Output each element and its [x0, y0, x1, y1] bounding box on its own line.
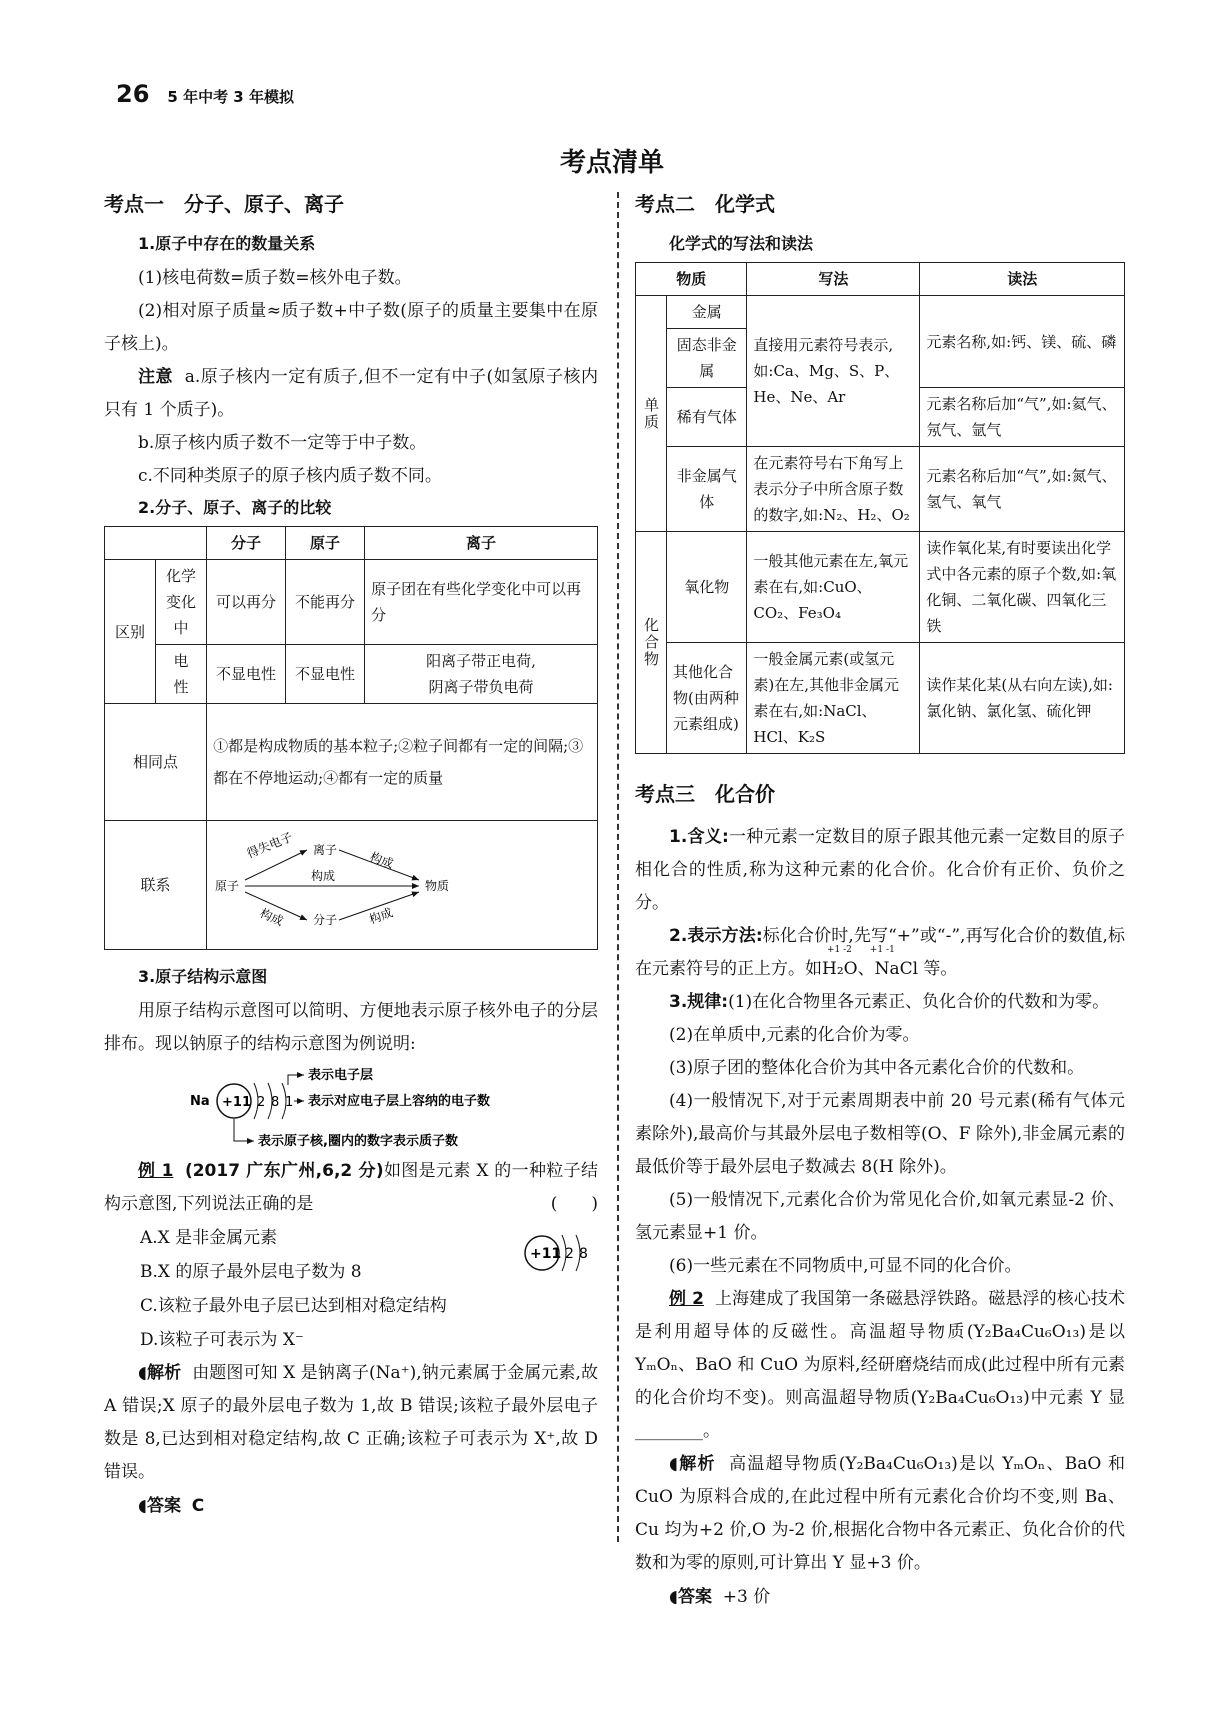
diagram-atom: 原子 [215, 879, 240, 893]
answer-value: C [191, 1496, 205, 1516]
table-cell: 可以再分 [207, 560, 286, 645]
right-column [635, 188, 1125, 1614]
shell-electrons: 8 [579, 1246, 588, 1262]
subheading-1: 1.原子中存在的数量关系 [138, 234, 316, 253]
book-title: 5 年中考 3 年模拟 [167, 88, 294, 106]
label-layer: 表示电子层 [308, 1068, 374, 1083]
table-cell: 在元素符号右下角写上表示分子中所含原子数的数字,如:N₂、H₂、O₂ [747, 447, 920, 532]
option-b: B.X 的原子最外层电子数为 8 [140, 1262, 362, 1282]
chem-label: 化学变化中 [156, 560, 207, 645]
example-source: (2017 广东广州,6,2 分) [184, 1161, 384, 1181]
elec-label: 电 性 [156, 645, 207, 704]
type-metal: 金属 [667, 296, 747, 329]
header-read: 读法 [920, 263, 1125, 296]
table-row [105, 527, 598, 560]
ion-charge-positive: 阳离子带正电荷, [426, 652, 536, 670]
table-row [636, 447, 1125, 532]
type-noble-gas: 稀有气体 [667, 388, 747, 447]
note-paragraph [104, 361, 598, 427]
table-cell: ①都是构成物质的基本粒子;②粒子间都有一定的间隔;③都在不停地运动;④都有一定的质量 [207, 704, 598, 821]
table-cell [365, 645, 598, 704]
table-cell: 元素名称后加“气”,如:氮气、氢气、氧气 [920, 447, 1125, 532]
answer [669, 1580, 1125, 1614]
category-element: 单质 [636, 296, 667, 532]
table-row [105, 560, 598, 645]
formula-table [635, 262, 1125, 754]
note-b: b.原子核内质子数不一定等于中子数。 [138, 433, 427, 453]
table-row [636, 532, 1125, 643]
valence-marks: +1 -2 +1 -1 [827, 945, 895, 955]
diagram-substance: 物质 [425, 879, 450, 893]
shell-electrons: 8 [271, 1095, 280, 1110]
inline-label: 2.表示方法: [669, 926, 763, 946]
note-c: c.不同种类原子的原子核内质子数不同。 [138, 466, 442, 486]
paragraph-text: 一种元素一定数目的原子跟其他元素一定数目的原子相化合的性质,称为这种元素的化合价。化合价有正价、负价之分。 [635, 827, 1126, 913]
answer [138, 1489, 598, 1523]
diagram-ion: 离子 [313, 843, 338, 857]
table-row [105, 645, 598, 704]
section-heading-1: 考点一 分子、原子、离子 [104, 192, 344, 216]
pointer-line [234, 1119, 254, 1141]
analysis [104, 1357, 598, 1489]
same-label: 相同点 [105, 704, 207, 821]
comparison-table [104, 526, 598, 950]
relation-diagram [207, 824, 551, 946]
diagram-gain: 得失电子 [244, 829, 295, 861]
diagram-form: 构成 [367, 905, 395, 927]
na-symbol: Na [190, 1094, 210, 1109]
section-heading-3: 考点三 化合价 [635, 782, 775, 806]
rule-4: (4)一般情况下,对于元素周期表中前 20 号元素(稀有气体元素除外),最高价与其最外层电子数相等(O、F 除外),非金属元素的最低价等于最外层电子数减去 8(H 除外)。 [635, 1091, 1125, 1177]
header-substance: 物质 [636, 263, 747, 296]
type-nonmetal-gas: 非金属气体 [667, 447, 747, 532]
sodium-atom-diagram [104, 1061, 598, 1153]
inline-label: 3.规律: [669, 992, 729, 1012]
page-number: 26 [116, 80, 150, 108]
paragraph: (1)核电荷数=质子数=核外电子数。 [138, 268, 412, 288]
subheading-2: 2.分子、原子、离子的比较 [138, 498, 332, 517]
column-divider [617, 192, 619, 1542]
table-row [105, 821, 598, 950]
table-cell: 元素名称,如:钙、镁、硫、磷 [920, 296, 1125, 388]
example-1-question [104, 1155, 598, 1221]
subheading-3: 3.原子结构示意图 [138, 967, 268, 986]
type-oxide: 氧化物 [667, 532, 747, 643]
rule-5: (5)一般情况下,元素化合价为常见化合价,如氧元素显-2 价、氢元素显+1 价。 [635, 1190, 1125, 1243]
answer-label: ◖答案 [138, 1496, 181, 1516]
table-cell: 元素名称后加“气”,如:氦气、氖气、氩气 [920, 388, 1125, 447]
section-heading-2: 考点二 化学式 [635, 192, 775, 216]
paragraph-text: 标化合价时,先写“+”或“-”,再写化合价的数值,标在元素符号的正上方。如H₂O、NaCl 等。 [635, 926, 1125, 979]
answer-label: ◖答案 [669, 1587, 712, 1607]
relation-label: 联系 [105, 821, 207, 950]
example-2-question [635, 1283, 1125, 1448]
option-a: A.X 是非金属元素 [140, 1228, 278, 1248]
rule-2: (2)在单质中,元素的化合价为零。 [669, 1025, 920, 1045]
table-cell: 一般其他元素在左,氧元素在右,如:CuO、CO₂、Fe₃O₄ [747, 532, 920, 643]
header-write: 写法 [747, 263, 920, 296]
table-cell: 不能再分 [286, 560, 365, 645]
type-other-compound: 其他化合物(由两种元素组成) [667, 643, 747, 754]
question-text: 上海建成了我国第一条磁悬浮铁路。磁悬浮的核心技术是利用超导体的反磁性。高温超导物质(Y₂Ba₄Cu₆O₁₃)是以 YₘOₙ、BaO 和 CuO 为原料,经研磨烧结而成(此过程中所有元素的化合价均不变)。则高温超导物质(Y₂Ba₄Cu₆O₁₃)中元素 Y 显________。 [635, 1289, 1126, 1441]
table-row [636, 296, 1125, 329]
nucleus-charge: +11 [222, 1095, 251, 1110]
table-cell: 不显电性 [286, 645, 365, 704]
table-cell: 直接用元素符号表示,如:Ca、Mg、S、P、He、Ne、Ar [747, 296, 920, 447]
analysis-text: 高温超导物质(Y₂Ba₄Cu₆O₁₃)是以 YₘOₙ、BaO 和 CuO 为原料合成的,在此过程中所有元素化合价均不变,则 Ba、Cu 均为+2 价,O 为-2 价,根据化合物中各元素正、负化合价的代数和为零的原则,可计算出 Y 显+3 价。 [635, 1454, 1125, 1573]
pointer-line [288, 1075, 304, 1085]
subheading: 化学式的写法和读法 [669, 234, 814, 253]
rule-6: (6)一些元素在不同物质中,可显不同的化合价。 [669, 1256, 1022, 1276]
table-cell: 不显电性 [207, 645, 286, 704]
relation-diagram-cell [207, 821, 598, 950]
diagram-molecule: 分子 [313, 913, 338, 927]
header-molecule: 分子 [207, 527, 286, 560]
diagram-form: 构成 [368, 849, 396, 872]
option-d: D.该粒子可表示为 X⁻ [140, 1330, 304, 1350]
label-count: 表示对应电子层上容纳的电子数 [308, 1094, 491, 1109]
table-row [636, 643, 1125, 754]
note-label: 注意 [138, 367, 173, 387]
paragraph: (2)相对原子质量≈质子数+中子数(原子的质量主要集中在原子核上)。 [104, 301, 598, 354]
diagram-form: 构成 [311, 869, 336, 883]
analysis-label: ◖解析 [669, 1454, 716, 1474]
category-compound: 化合物 [636, 532, 667, 754]
rule-3: (3)原子团的整体化合价为其中各元素化合价的代数和。 [669, 1058, 1085, 1078]
page-title: 考点清单 [559, 148, 664, 178]
table-cell: 读作氧化某,有时要读出化学式中各元素的原子个数,如:氧化铜、二氧化碳、四氧化三铁 [920, 532, 1125, 643]
example-1 [104, 1155, 598, 1523]
valence-rules [635, 986, 1125, 1019]
page-header [116, 80, 294, 108]
analysis-text: 由题图可知 X 是钠离子(Na⁺),钠元素属于金属元素,故 A 错误;X 原子的最外层电子数为 1,故 B 错误;该粒子最外层电子数是 8,已达到相对稳定结构,故 C 正确;该粒子可表示为 X⁺,故 D 错误。 [104, 1363, 599, 1482]
answer-paren: ( ) [550, 1194, 598, 1214]
particle-diagram [522, 1225, 592, 1281]
valence-meaning [635, 821, 1125, 920]
table-cell: 原子团在有些化学变化中可以再分 [365, 560, 598, 645]
rule-1: (1)在化合物里各元素正、负化合价的代数和为零。 [728, 992, 1110, 1012]
answer-value: +3 价 [722, 1587, 771, 1607]
example-label: 例 1 [138, 1161, 174, 1181]
inline-label: 1.含义: [669, 827, 729, 847]
left-column [104, 188, 598, 1523]
type-solid-nonmetal: 固态非金属 [667, 329, 747, 388]
shell-electrons: 2 [257, 1095, 266, 1110]
header-atom: 原子 [286, 527, 365, 560]
ion-charge-negative: 阴离子带负电荷 [428, 678, 534, 696]
option-c: C.该粒子最外电子层已达到相对稳定结构 [140, 1296, 447, 1316]
header-ion: 离子 [365, 527, 598, 560]
shell-electrons: 1 [285, 1095, 294, 1110]
analysis [635, 1448, 1125, 1580]
note-a: a.原子核内一定有质子,但不一定有中子(如氢原子核内只有 1 个质子)。 [104, 367, 599, 420]
nucleus-charge: +11 [530, 1246, 562, 1262]
shell-electrons: 2 [565, 1246, 574, 1262]
table-row [105, 704, 598, 821]
diff-label: 区别 [105, 560, 156, 704]
paragraph: 用原子结构示意图可以简明、方便地表示原子核外电子的分层排布。现以钠原子的结构示意图为例说明: [104, 1001, 598, 1054]
label-nucleus: 表示原子核,圈内的数字表示质子数 [258, 1134, 458, 1149]
table-cell: 读作某化某(从右向左读),如:氯化钠、氯化氢、硫化钾 [920, 643, 1125, 754]
table-row [636, 263, 1125, 296]
question-text: 如图是元素 X 的一种粒子结构示意图,下列说法正确的是 [104, 1161, 598, 1214]
analysis-label: ◖解析 [138, 1363, 182, 1383]
table-cell: 一般金属元素(或氢元素)在左,其他非金属元素在右,如:NaCl、HCl、K₂S [747, 643, 920, 754]
example-label: 例 2 [669, 1289, 704, 1309]
diagram-form: 构成 [257, 905, 286, 929]
